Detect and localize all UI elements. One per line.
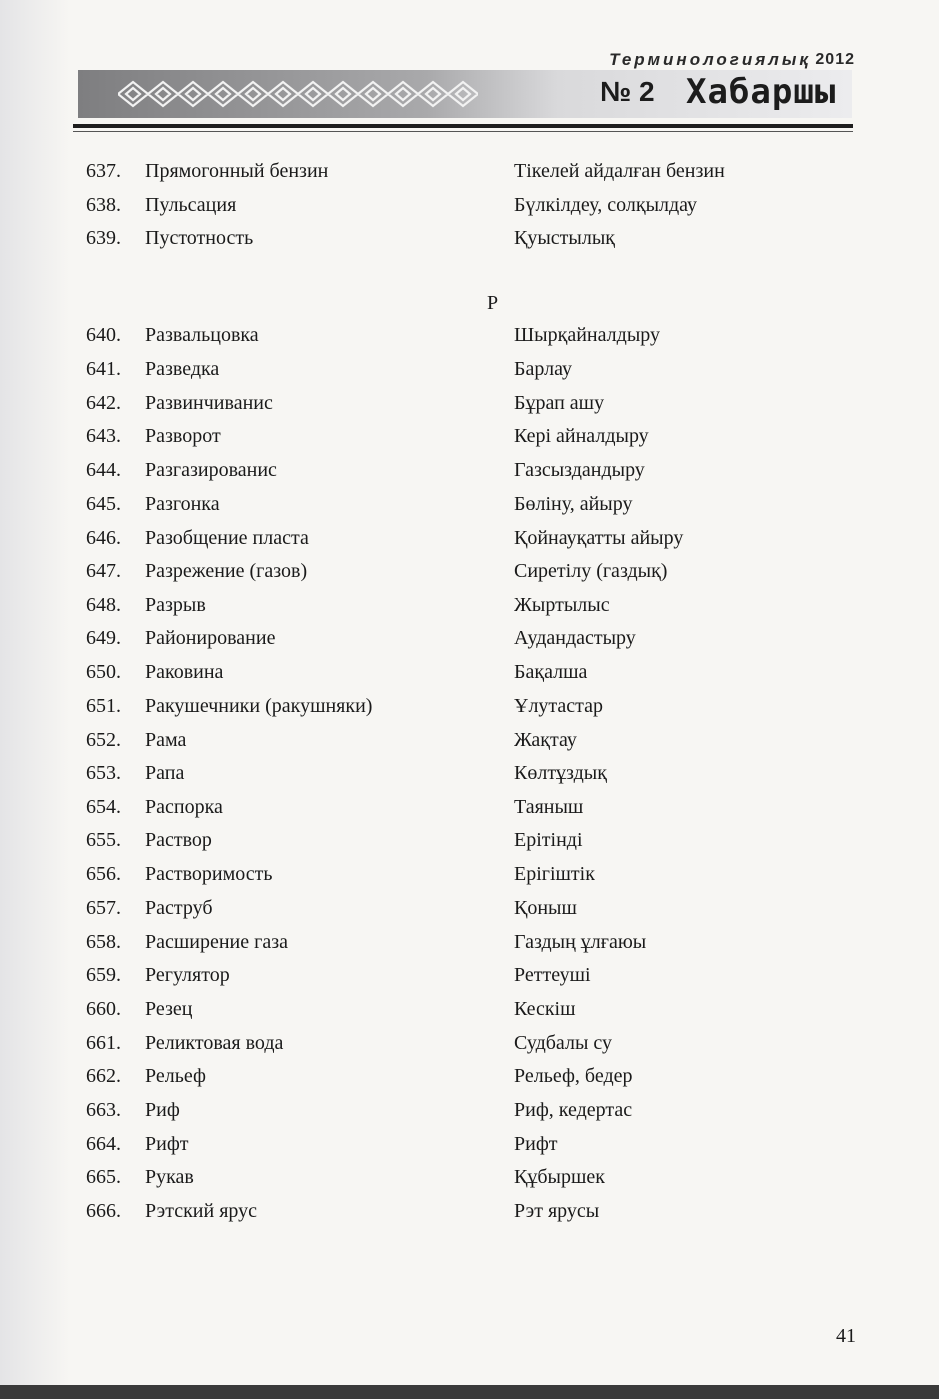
- entry-number: 641.: [86, 358, 121, 380]
- entry-russian: Рэтский ярус: [145, 1200, 258, 1222]
- glossary-entry: [0, 925, 939, 959]
- glossary-entry: [0, 221, 939, 255]
- entry-kazakh: Қоныш: [514, 897, 577, 919]
- issue-number: № 2: [600, 76, 655, 107]
- journal-subtitle: Терминологиялық: [609, 50, 811, 69]
- entry-russian: Районирование: [145, 627, 276, 649]
- entry-russian: Разгонка: [145, 493, 220, 515]
- entry-kazakh: Реттеуші: [514, 964, 591, 986]
- entry-kazakh: Құбыршек: [514, 1166, 605, 1188]
- entry-kazakh: Газсыздандыру: [514, 459, 645, 481]
- glossary-entry: [0, 756, 939, 790]
- entry-russian: Раковина: [145, 661, 224, 683]
- entry-number: 655.: [86, 829, 121, 851]
- entry-russian: Ракушечники (ракушняки): [145, 695, 373, 717]
- entry-number: 666.: [86, 1200, 121, 1222]
- entry-kazakh: Бүлкілдеу, солқылдау: [514, 194, 698, 216]
- entry-kazakh: Қуыстылық: [514, 227, 615, 249]
- glossary-entry: [0, 723, 939, 757]
- entry-number: 661.: [86, 1032, 121, 1054]
- journal-title: Хабаршы: [686, 72, 837, 112]
- glossary-entry: [0, 621, 939, 655]
- entry-number: 652.: [86, 729, 121, 751]
- entry-kazakh: Риф, кедертас: [514, 1099, 633, 1121]
- entry-russian: Разворот: [145, 425, 221, 447]
- entry-number: 664.: [86, 1133, 121, 1155]
- glossary-entry: [0, 857, 939, 891]
- entry-number: 647.: [86, 560, 121, 582]
- entry-russian: Разобщение пласта: [145, 527, 309, 549]
- entry-kazakh: Кері айналдыру: [514, 425, 649, 447]
- entry-number: 645.: [86, 493, 121, 515]
- entry-kazakh: Көлтұздық: [514, 762, 607, 784]
- entry-russian: Риф: [145, 1099, 180, 1121]
- entry-russian: Разрыв: [145, 594, 206, 616]
- entry-kazakh: Ұлутастар: [514, 695, 604, 717]
- glossary-entry: [0, 790, 939, 824]
- entry-kazakh: Шырқайналдыру: [514, 324, 660, 346]
- page-number: 41: [836, 1325, 856, 1347]
- entry-russian: Рифт: [145, 1133, 189, 1155]
- entry-number: 650.: [86, 661, 121, 683]
- entry-number: 651.: [86, 695, 121, 717]
- entry-russian: Пустотность: [145, 227, 254, 249]
- entry-kazakh: Қойнауқатты айыру: [514, 527, 684, 549]
- entry-number: 660.: [86, 998, 121, 1020]
- entry-russian: Распорка: [145, 796, 223, 818]
- entry-number: 638.: [86, 194, 121, 216]
- entry-number: 648.: [86, 594, 121, 616]
- glossary-entry: [0, 588, 939, 622]
- entry-number: 646.: [86, 527, 121, 549]
- entry-russian: Резец: [145, 998, 193, 1020]
- entry-kazakh: Бұрап ашу: [514, 392, 605, 414]
- glossary-entry: [0, 655, 939, 689]
- journal-year: 2012: [815, 51, 855, 68]
- entry-number: 662.: [86, 1065, 121, 1087]
- section-letter: Р: [487, 292, 499, 314]
- entry-russian: Регулятор: [145, 964, 230, 986]
- entry-number: 658.: [86, 931, 121, 953]
- entry-russian: Разгазированис: [145, 459, 277, 481]
- entry-number: 654.: [86, 796, 121, 818]
- entry-russian: Рапа: [145, 762, 185, 784]
- entry-number: 642.: [86, 392, 121, 414]
- glossary-entry: [0, 453, 939, 487]
- glossary-entry: [0, 1026, 939, 1060]
- entry-number: 657.: [86, 897, 121, 919]
- entry-kazakh: Рэт ярусы: [514, 1200, 600, 1222]
- entry-number: 659.: [86, 964, 121, 986]
- entry-russian: Рукав: [145, 1166, 194, 1188]
- glossary-entry: [0, 554, 939, 588]
- entry-kazakh: Ерігіштік: [514, 863, 595, 885]
- glossary-entry: [0, 1093, 939, 1127]
- header-rule-thin: [73, 131, 853, 132]
- entry-kazakh: Барлау: [514, 358, 572, 380]
- entry-russian: Растворимость: [145, 863, 273, 885]
- ornament-pattern: [118, 74, 478, 114]
- glossary-entry: [0, 891, 939, 925]
- entry-kazakh: Рельеф, бедер: [514, 1065, 633, 1087]
- entry-number: 663.: [86, 1099, 121, 1121]
- entry-russian: Реликтовая вода: [145, 1032, 284, 1054]
- glossary-entry: [0, 1127, 939, 1161]
- entry-russian: Рама: [145, 729, 187, 751]
- entry-russian: Раствор: [145, 829, 212, 851]
- entry-kazakh: Аудандастыру: [514, 627, 636, 649]
- entry-kazakh: Судбалы су: [514, 1032, 613, 1054]
- entry-kazakh: Ерітінді: [514, 829, 583, 851]
- entry-russian: Рельеф: [145, 1065, 206, 1087]
- glossary-entry: [0, 154, 939, 188]
- entry-kazakh: Рифт: [514, 1133, 558, 1155]
- glossary-entry: [0, 1160, 939, 1194]
- glossary-entry: [0, 386, 939, 420]
- entry-russian: Раструб: [145, 897, 213, 919]
- glossary-entry: [0, 958, 939, 992]
- entry-russian: Прямогонный бензин: [145, 160, 329, 182]
- entry-number: 639.: [86, 227, 121, 249]
- entry-number: 649.: [86, 627, 121, 649]
- entry-number: 637.: [86, 160, 121, 182]
- glossary-entry: [0, 188, 939, 222]
- entry-kazakh: Тікелей айдалған бензин: [514, 160, 725, 182]
- glossary-entry: [0, 1194, 939, 1228]
- entry-kazakh: Жақтау: [514, 729, 577, 751]
- entry-kazakh: Жыртылыс: [514, 594, 610, 616]
- entry-russian: Расширение газа: [145, 931, 288, 953]
- entry-russian: Разведка: [145, 358, 220, 380]
- entry-kazakh: Бөліну, айыру: [514, 493, 633, 515]
- entry-number: 640.: [86, 324, 121, 346]
- glossary-entry: [0, 352, 939, 386]
- entry-kazakh: Таяныш: [514, 796, 584, 818]
- entry-number: 643.: [86, 425, 121, 447]
- entry-kazakh: Газдың ұлғаюы: [514, 931, 647, 953]
- glossary-entry: [0, 823, 939, 857]
- entry-number: 656.: [86, 863, 121, 885]
- entry-number: 665.: [86, 1166, 121, 1188]
- entry-russian: Разрежение (газов): [145, 560, 308, 582]
- entry-number: 644.: [86, 459, 121, 481]
- glossary-entry: [0, 689, 939, 723]
- glossary-entry: [0, 521, 939, 555]
- entry-kazakh: Сиретілу (газдық): [514, 560, 668, 582]
- glossary-entry: [0, 318, 939, 352]
- header-rule: [73, 124, 853, 128]
- entry-kazakh: Бақалша: [514, 661, 588, 683]
- glossary-entry: [0, 992, 939, 1026]
- entry-russian: Развинчиванис: [145, 392, 273, 414]
- glossary-entry: [0, 487, 939, 521]
- glossary-entry: [0, 419, 939, 453]
- entry-russian: Пульсация: [145, 194, 237, 216]
- entry-kazakh: Кескіш: [514, 998, 576, 1020]
- glossary-entry: [0, 1059, 939, 1093]
- scan-bottom-edge: [0, 1385, 939, 1399]
- entry-russian: Развальцовка: [145, 324, 259, 346]
- entry-number: 653.: [86, 762, 121, 784]
